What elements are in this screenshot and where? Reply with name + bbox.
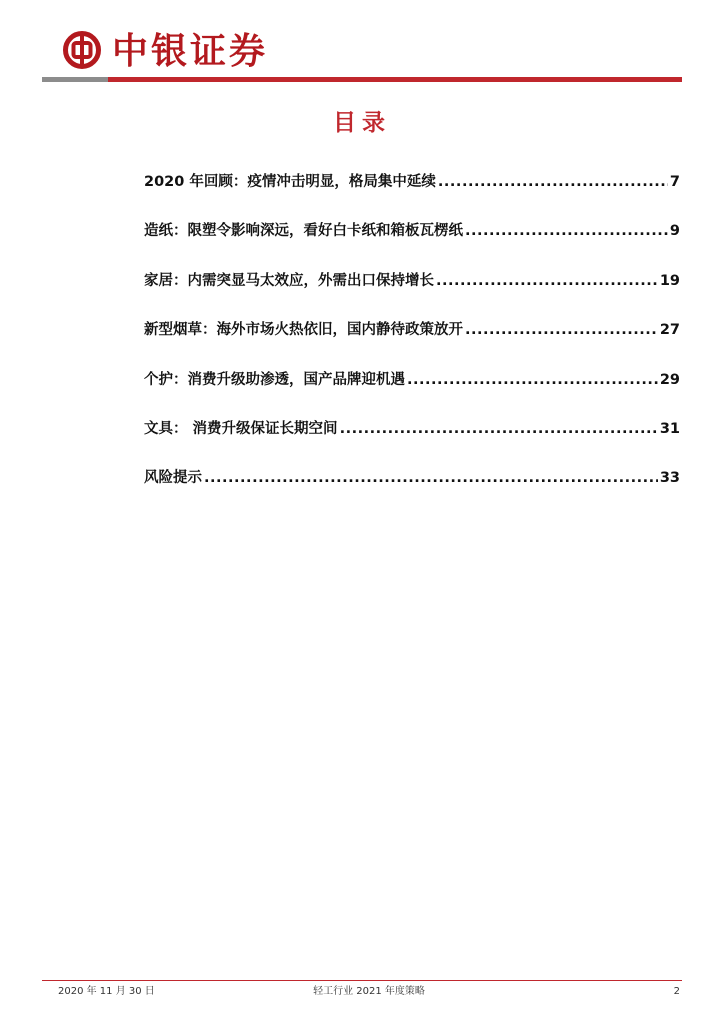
toc-entry-new-tobacco[interactable] — [144, 318, 680, 367]
page-header — [0, 0, 724, 84]
toc-entry-label: 文具： 消费升级保证长期空间 — [144, 420, 338, 437]
toc-entry-label: 2020 年回顾：疫情冲击明显，格局集中延续 — [144, 174, 436, 190]
header-rule-red — [108, 77, 682, 82]
toc-dot-leader — [438, 174, 668, 190]
toc-entry-paper[interactable] — [144, 219, 680, 268]
toc-entry-label: 风险提示 — [144, 470, 202, 487]
toc-entry-page: 19 — [659, 272, 680, 289]
toc-entry-stationery[interactable] — [144, 417, 680, 466]
toc-title: 目录 — [333, 110, 391, 136]
toc-entry-page: 27 — [659, 322, 680, 339]
toc-entry-page: 29 — [659, 371, 680, 388]
bank-of-china-emblem-icon — [62, 30, 102, 70]
toc-entry-label: 家居：内需突显马太效应，外需出口保持增长 — [144, 272, 434, 289]
table-of-contents — [144, 170, 680, 516]
toc-dot-leader — [436, 273, 658, 289]
toc-dot-leader — [340, 421, 658, 437]
toc-entry-page: 33 — [659, 470, 680, 487]
toc-entry-2020-review[interactable] — [144, 170, 680, 219]
toc-entry-label: 个护：消费升级助渗透，国产品牌迎机遇 — [144, 371, 405, 388]
toc-entry-page: 31 — [659, 420, 680, 437]
toc-entry-personal-care[interactable] — [144, 368, 680, 417]
toc-dot-leader — [204, 470, 658, 486]
page-footer — [58, 984, 680, 1000]
toc-dot-leader — [465, 223, 668, 239]
toc-dot-leader — [407, 372, 658, 388]
toc-entry-home-furnishing[interactable] — [144, 269, 680, 318]
toc-entry-label: 造纸：限塑令影响深远，看好白卡纸和箱板瓦楞纸 — [144, 223, 463, 240]
toc-entry-label: 新型烟草：海外市场火热依旧，国内静待政策放开 — [144, 322, 463, 339]
footer-page-number: 2 — [673, 986, 680, 997]
toc-entry-page: 9 — [669, 223, 680, 240]
toc-entry-page: 7 — [669, 174, 680, 190]
footer-rule — [42, 980, 682, 981]
footer-date: 2020 年 11 月 30 日 — [58, 986, 155, 997]
header-rule-gray — [42, 77, 108, 82]
toc-entry-risk-warning[interactable] — [144, 466, 680, 515]
toc-dot-leader — [465, 322, 658, 338]
footer-report-title: 轻工行业 2021 年度策略 — [313, 986, 425, 997]
brand-name: 中银证券 — [112, 30, 269, 72]
